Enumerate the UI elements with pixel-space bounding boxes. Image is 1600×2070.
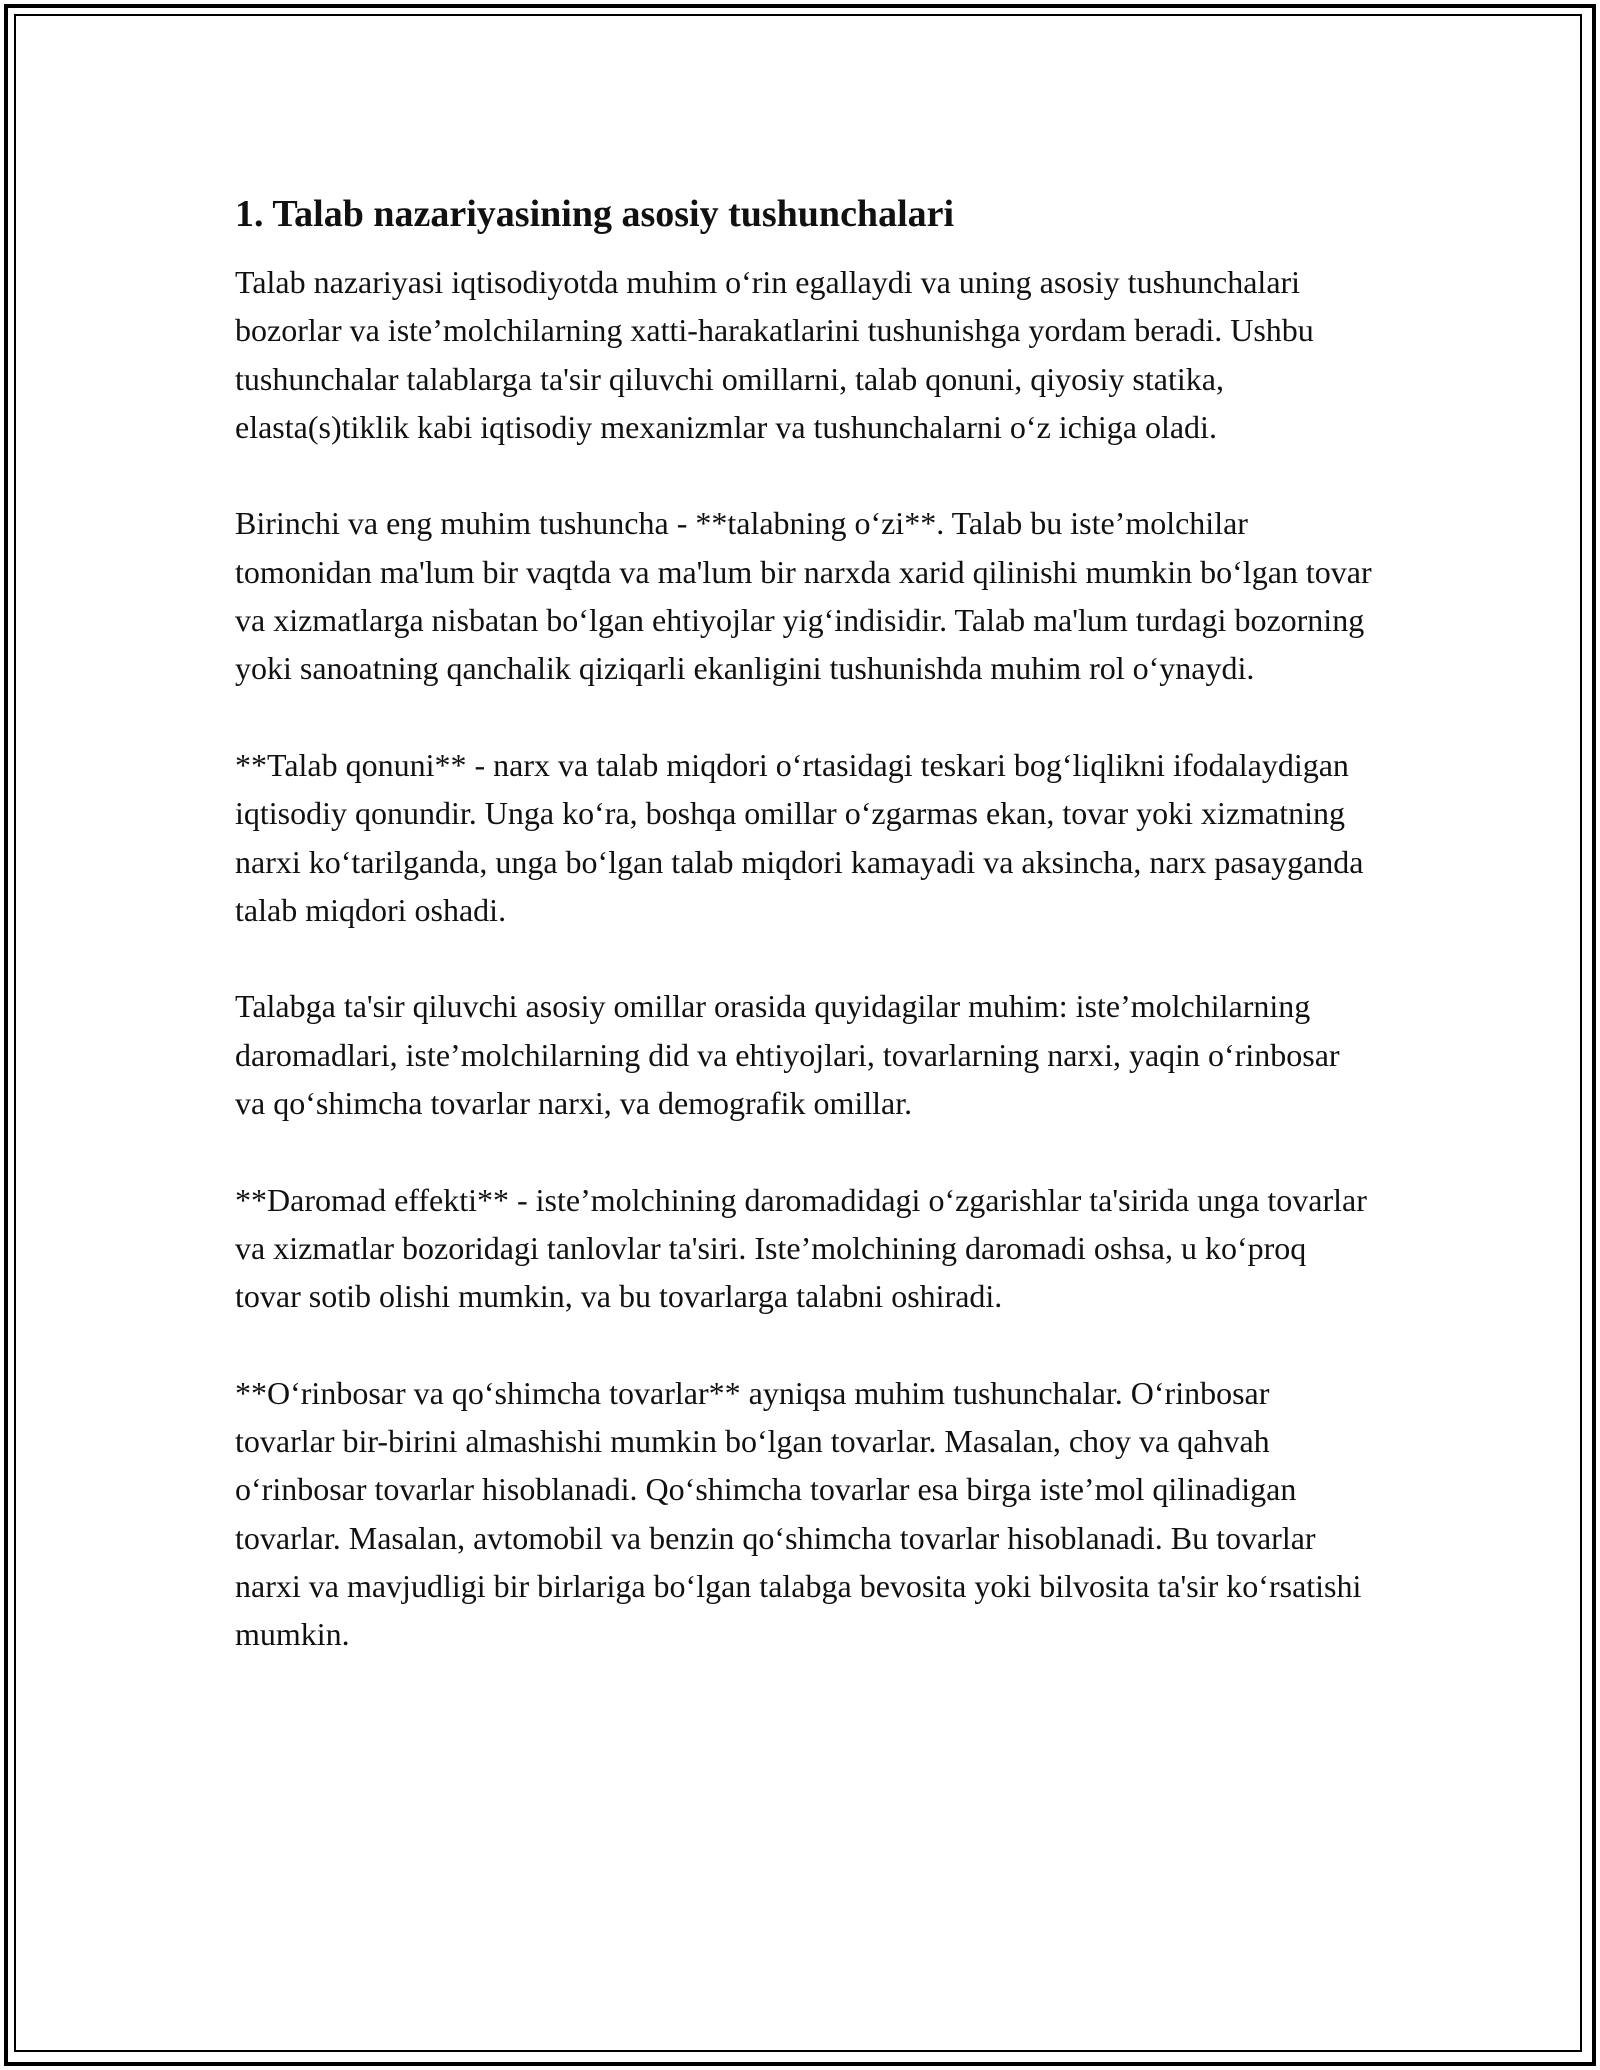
document-body [235, 186, 1375, 1659]
paragraph-5: **Daromad effekti** - iste’molchining daromadidagi o‘zgarishlar ta'sirida unga tovarlar va xizmatlar bozoridagi tanlovlar ta'siri. Iste’molchining daromadi oshsa, u ko‘proq tovar sotib olishi mumkin, va bu tovarlarga talabni oshiradi. [235, 1181, 1367, 1315]
paragraph-6: **O‘rinbosar va qo‘shimcha tovarlar** ayniqsa muhim tushunchalar. O‘rinbosar tovarlar bir-birini almashishi mumkin bo‘lgan tovarlar. Masalan, choy va qahvah o‘rinbosar tovarlar hisoblanadi. Qo‘shimcha tovarlar esa birga iste’mol qilinadigan tovarlar. Masalan, avtomobil va benzin qo‘shimcha tovarlar hisoblanadi. Bu tovarlar narxi va mavjudligi bir birlariga bo‘lgan talabga bevosita yoki bilvosita ta'sir ko‘rsatishi mumkin. [235, 1374, 1362, 1653]
paragraph-4: Talabga ta'sir qiluvchi asosiy omillar orasida quyidagilar muhim: iste’molchilarning daromadlari, iste’molchilarning did va ehtiyojlari, tovarlarning narxi, yaqin o‘rinbosar va qo‘shimcha tovarlar narxi, va demografik omillar. [235, 988, 1340, 1122]
document-title: 1. Talab nazariyasining asosiy tushunchalari [235, 193, 955, 235]
paragraph-2: Birinchi va eng muhim tushuncha - **talabning o‘zi**. Talab bu iste’molchilar tomonidan ma'lum bir vaqtda va ma'lum bir narxda xarid qilinishi mumkin bo‘lgan tovar va xizmatlarga nisbatan bo‘lgan ehtiyojlar yig‘indisidir. Talab ma'lum turdagi bozorning yoki sanoatning qanchalik qiziqarli ekanligini tushunishda muhim rol o‘ynaydi. [235, 505, 1372, 687]
paragraph-3: **Talab qonuni** - narx va talab miqdori o‘rtasidagi teskari bog‘liqlikni ifodalaydigan iqtisodiy qonundir. Unga ko‘ra, boshqa omillar o‘zgarmas ekan, tovar yoki xizmatning narxi ko‘tarilganda, unga bo‘lgan talab miqdori kamayadi va aksincha, narx pasayganda talab miqdori oshadi. [235, 746, 1364, 928]
paragraph-1: Talab nazariyasi iqtisodiyotda muhim o‘rin egallaydi va uning asosiy tushunchalari bozorlar va iste’molchilarning xatti-harakatlarini tushunishga yordam beradi. Ushbu tushunchalar talablarga ta'sir qiluvchi omillarni, talab qonuni, qiyosiy statika, elasta(s)tiklik kabi iqtisodiy mexanizmlar va tushunchalarni o‘z ichiga oladi. [235, 264, 1314, 445]
